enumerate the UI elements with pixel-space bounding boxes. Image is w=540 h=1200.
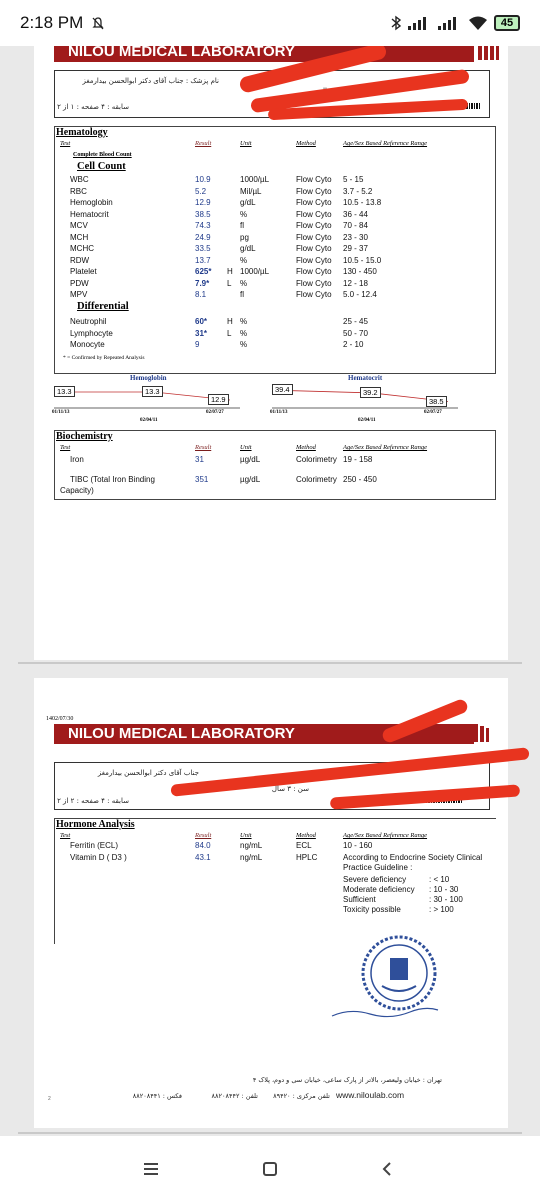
lab-logo-icon [466, 722, 490, 744]
navigation-bar [0, 1136, 540, 1200]
trend-chart [272, 374, 458, 426]
reference-range: 3.7 - 5.2 [343, 186, 373, 196]
test-unit: µg/dL [240, 455, 261, 464]
lab-logo-icon [476, 46, 500, 62]
footer-address: تهران : خیابان ولیعصر، بالاتر از پارک ساعی، خیابان سی و دوم، پلاک ۴ [252, 1076, 442, 1084]
test-result: 7.9* [195, 278, 210, 288]
test-result: 84.0 [195, 841, 211, 850]
test-method: Colorimetry [296, 455, 337, 464]
col-unit: Unit [240, 140, 252, 147]
vitd-level-label: Severe deficiency [343, 875, 407, 884]
document-viewer[interactable] [0, 46, 540, 1136]
test-result: 5.2 [195, 186, 207, 196]
lab-header-2: NILOU MEDICAL LABORATORY [54, 724, 474, 744]
hor-col-method: Method [296, 832, 316, 839]
test-name: Monocyte [70, 340, 105, 349]
test-result: 43.1 [195, 852, 211, 862]
test-method: Flow Cyto [296, 290, 332, 299]
test-method: Flow Cyto [296, 278, 332, 288]
test-result: 24.9 [195, 232, 211, 242]
cell-count-label: Cell Count [77, 161, 126, 172]
signature-icon [330, 996, 440, 1026]
mute-icon [91, 16, 105, 30]
table-row [55, 841, 497, 853]
test-result: 31* [195, 328, 208, 338]
differential-label: Differential [77, 301, 129, 312]
table-row [55, 221, 497, 233]
vitd-level-value: : 10 - 30 [429, 885, 459, 894]
test-name: Hemoglobin [70, 198, 113, 207]
col-test: Test [60, 140, 71, 147]
test-name: MCHC [70, 244, 94, 253]
test-name: Iron [70, 455, 84, 464]
test-unit: g/dL [240, 198, 256, 207]
test-unit: µg/dL [240, 475, 261, 484]
test-result: 10.9 [195, 175, 211, 184]
signal-icon-2 [438, 16, 462, 30]
table-row [55, 317, 497, 329]
test-result: 33.5 [195, 244, 211, 253]
test-name: PDW [70, 278, 89, 288]
table-row [55, 198, 497, 210]
test-name: Hematocrit [70, 209, 109, 219]
wifi-icon [468, 15, 488, 31]
reference-range: 29 - 37 [343, 244, 368, 253]
vitd-level-label: Sufficient [343, 895, 376, 904]
reference-range: 36 - 44 [343, 209, 368, 219]
test-result: 12.9 [195, 198, 211, 207]
test-name: Ferritin (ECL) [70, 841, 119, 850]
test-name: Neutrophil [70, 317, 107, 326]
reference-range: 19 - 158 [343, 455, 373, 464]
trend-date-label: 01/11/13 [270, 410, 288, 415]
test-method: HPLC [296, 852, 318, 862]
test-result: 38.5 [195, 209, 211, 219]
reference-range: 10.5 - 13.8 [343, 198, 382, 207]
hor-col-unit: Unit [240, 832, 252, 839]
footnote: * = Confirmed by Repeated Analysis [63, 355, 145, 361]
result-flag: L [227, 328, 232, 338]
test-unit: fl [240, 221, 244, 230]
test-unit: % [240, 278, 248, 288]
reference-range: 50 - 70 [343, 328, 368, 338]
history-page: سابقه : ۴ صفحه : ۱ از ۲ [57, 103, 129, 111]
test-method: Flow Cyto [296, 267, 332, 276]
reference-range: 5.0 - 12.4 [343, 290, 377, 299]
test-unit: % [240, 328, 248, 338]
reference-range: According to Endocrine Society Clinical [343, 852, 483, 862]
trend-chart [54, 374, 240, 426]
table-row [55, 256, 497, 268]
status-time: 2:18 PM [20, 13, 84, 32]
page-separator [18, 662, 522, 664]
test-unit: 1000/µL [240, 267, 270, 276]
table-row [55, 340, 497, 352]
test-unit: 1000/µL [240, 175, 270, 184]
test-result: 31 [195, 455, 204, 464]
vitd-level-value: : < 10 [429, 875, 450, 884]
trend-date-label: 02/04/11 [358, 418, 376, 423]
home-button[interactable] [255, 1154, 285, 1184]
battery-icon [494, 15, 520, 31]
reference-range: 12 - 18 [343, 278, 368, 288]
test-name: WBC [70, 175, 89, 184]
test-method: Flow Cyto [296, 175, 332, 184]
bio-col-test: Test [60, 444, 71, 451]
menu-button[interactable] [136, 1154, 166, 1184]
vitd-level-value: : > 100 [429, 905, 454, 914]
trend-chart-title: Hemoglobin [130, 374, 167, 382]
trend-point-label: 12.9 [208, 394, 229, 405]
trend-date-label: 01/11/13 [52, 410, 70, 415]
test-method: Flow Cyto [296, 209, 332, 219]
reference-range: 25 - 45 [343, 317, 368, 326]
table-row [55, 267, 497, 279]
test-name: MPV [70, 290, 88, 299]
test-unit: % [240, 340, 248, 349]
cbc-label: Complete Blood Count [73, 152, 132, 158]
test-unit: g/dL [240, 244, 256, 253]
test-name: RDW [70, 255, 90, 265]
trend-point-label: 38.5 [426, 396, 447, 407]
bio-col-unit: Unit [240, 444, 252, 451]
footer-phone: تلفن : ۸۸۲۰۸۴۴۲ [211, 1092, 258, 1100]
test-method: Flow Cyto [296, 244, 332, 253]
table-row [55, 290, 497, 302]
vitd-level-label: Toxicity possible [343, 905, 401, 914]
table-row [55, 279, 497, 291]
report-page-2 [34, 678, 508, 1128]
test-unit: % [240, 317, 248, 326]
bio-col-result: Result [195, 444, 212, 451]
hematology-section [54, 126, 496, 374]
biochemistry-section [54, 430, 496, 500]
test-result: 9 [195, 340, 200, 349]
trend-date-label: 02/04/11 [140, 418, 158, 423]
table-row [55, 455, 497, 467]
bio-col-ref: Age/Sex Based Reference Range [343, 444, 428, 451]
hor-col-result: Result [195, 832, 212, 839]
battery-level: 45 [500, 17, 514, 29]
test-method: Colorimetry [296, 475, 337, 484]
trend-date-label: 02/07/27 [206, 410, 224, 415]
reference-range: 2 - 10 [343, 340, 364, 349]
trend-point-label: 13.3 [54, 386, 75, 397]
result-flag: H [227, 267, 233, 276]
lab-header: NILOU MEDICAL LABORATORY [54, 46, 474, 62]
test-name: Lymphocyte [70, 328, 113, 338]
bio-col-method: Method [296, 444, 316, 451]
footer-phone-center: تلفن مرکزی : ۸۹۴۲۰ [273, 1092, 330, 1100]
menu-icon [142, 1161, 160, 1177]
patient-age-2: سن : ۳ سال [271, 785, 309, 793]
report-page-1 [34, 46, 508, 660]
table-row [55, 233, 497, 245]
col-method: Method [296, 140, 316, 147]
test-unit: ng/mL [240, 852, 263, 862]
trend-point-label: 13.3 [142, 386, 163, 397]
reference-range: 70 - 84 [343, 221, 368, 230]
back-button[interactable] [372, 1154, 402, 1184]
reference-range: 5 - 15 [343, 175, 364, 184]
col-result: Result [195, 140, 212, 147]
test-name: Vitamin D ( D3 ) [70, 852, 127, 862]
test-unit: % [240, 255, 248, 265]
trend-chart-title: Hematocrit [348, 374, 383, 382]
table-row [55, 475, 497, 487]
table-row [55, 329, 497, 341]
test-unit: fl [240, 290, 244, 299]
test-result: 8.1 [195, 290, 207, 299]
vitd-guideline: Practice Guideline : [343, 863, 413, 872]
tibc-continued: Capacity) [60, 486, 94, 495]
test-unit: Mil/µL [240, 186, 262, 196]
test-result: 13.7 [195, 255, 211, 265]
test-method: Flow Cyto [296, 232, 332, 242]
reference-range: 23 - 30 [343, 232, 368, 242]
hor-col-test: Test [60, 832, 71, 839]
page-number: 2 [48, 1096, 51, 1102]
test-unit: ng/mL [240, 841, 263, 850]
result-flag: H [227, 317, 233, 326]
table-row [55, 175, 497, 187]
hor-col-ref: Age/Sex Based Reference Range [343, 832, 428, 839]
test-unit: pg [240, 232, 249, 242]
hormone-title: Hormone Analysis [56, 819, 135, 830]
reference-range: 10 - 160 [343, 841, 373, 850]
bluetooth-icon [390, 15, 402, 31]
reference-range: 250 - 450 [343, 475, 377, 484]
home-icon [262, 1161, 278, 1177]
biochemistry-title: Biochemistry [56, 431, 113, 442]
reference-range: 130 - 450 [343, 267, 377, 276]
table-row [55, 187, 497, 199]
hematology-title: Hematology [56, 127, 108, 138]
table-row [55, 244, 497, 256]
test-name: Platelet [70, 267, 97, 276]
back-icon [379, 1161, 395, 1177]
test-method: Flow Cyto [296, 255, 332, 265]
vitd-level-value: : 30 - 100 [429, 895, 463, 904]
page-separator [18, 1132, 522, 1134]
test-method: Flow Cyto [296, 221, 332, 230]
trend-point-label: 39.4 [272, 384, 293, 395]
status-bar [0, 0, 540, 46]
test-method: ECL [296, 841, 312, 850]
test-result: 60* [195, 317, 208, 326]
test-name: MCV [70, 221, 88, 230]
test-result: 351 [195, 475, 209, 484]
hormone-section [54, 818, 496, 944]
trend-point-label: 39.2 [360, 387, 381, 398]
print-date: 1402/07/30 [46, 716, 74, 722]
reference-range: 10.5 - 15.0 [343, 255, 382, 265]
table-row [55, 210, 497, 222]
doctor-name: نام پزشک : جناب آقای دکتر ابوالحسن بیدارمغز [82, 77, 219, 85]
signal-icon [408, 16, 432, 30]
col-ref: Age/Sex Based Reference Range [343, 140, 428, 147]
test-method: Flow Cyto [296, 198, 332, 207]
vitd-level-row [55, 905, 497, 917]
footer-website[interactable]: www.niloulab.com [336, 1090, 405, 1100]
vitd-level-label: Moderate deficiency [343, 885, 415, 894]
test-unit: % [240, 209, 248, 219]
history-page-2: سابقه : ۴ صفحه : ۲ از ۲ [57, 797, 129, 805]
test-result: 74.3 [195, 221, 211, 230]
test-result: 625* [195, 267, 212, 276]
test-name: RBC [70, 186, 87, 196]
result-flag: L [227, 278, 232, 288]
doctor-name-2: جناب آقای دکتر ابوالحسن بیدارمغز [97, 769, 199, 777]
trend-date-label: 02/07/27 [424, 410, 442, 415]
test-name: MCH [70, 232, 89, 242]
test-name: TIBC (Total Iron Binding [70, 475, 155, 484]
footer-fax: فکس : ۸۸۲۰۸۴۴۱ [132, 1092, 182, 1100]
test-method: Flow Cyto [296, 186, 332, 196]
